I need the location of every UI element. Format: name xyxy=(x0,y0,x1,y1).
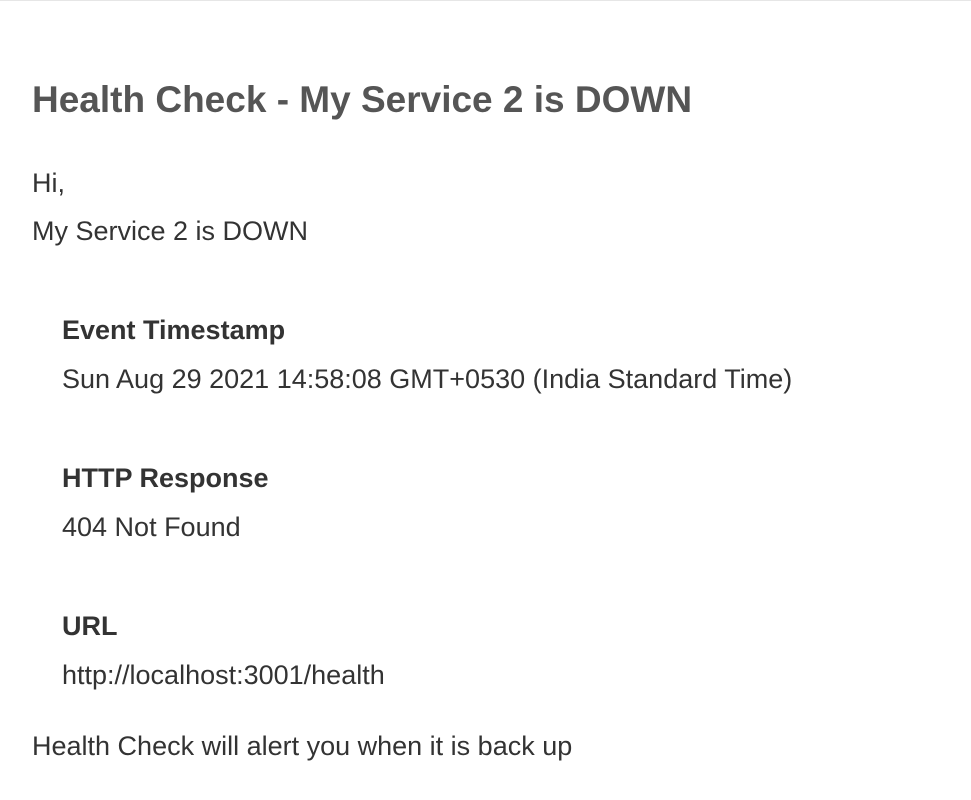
event-timestamp-field xyxy=(62,313,792,396)
http-response-value: 404 Not Found xyxy=(62,512,241,542)
status-text: My Service 2 is DOWN xyxy=(32,216,309,246)
url-value: http://localhost:3001/health xyxy=(62,660,385,690)
footer-text: Health Check will alert you when it is back up xyxy=(32,731,573,761)
url-field xyxy=(62,609,385,692)
greeting-text: Hi, xyxy=(32,168,65,198)
event-timestamp-label: Event Timestamp xyxy=(62,315,286,345)
url-label: URL xyxy=(62,611,118,641)
http-response-label: HTTP Response xyxy=(62,463,269,493)
http-response-field xyxy=(62,461,269,544)
event-timestamp-value: Sun Aug 29 2021 14:58:08 GMT+0530 (India Standard Time) xyxy=(62,364,793,394)
email-title: Health Check - My Service 2 is DOWN xyxy=(32,79,693,120)
